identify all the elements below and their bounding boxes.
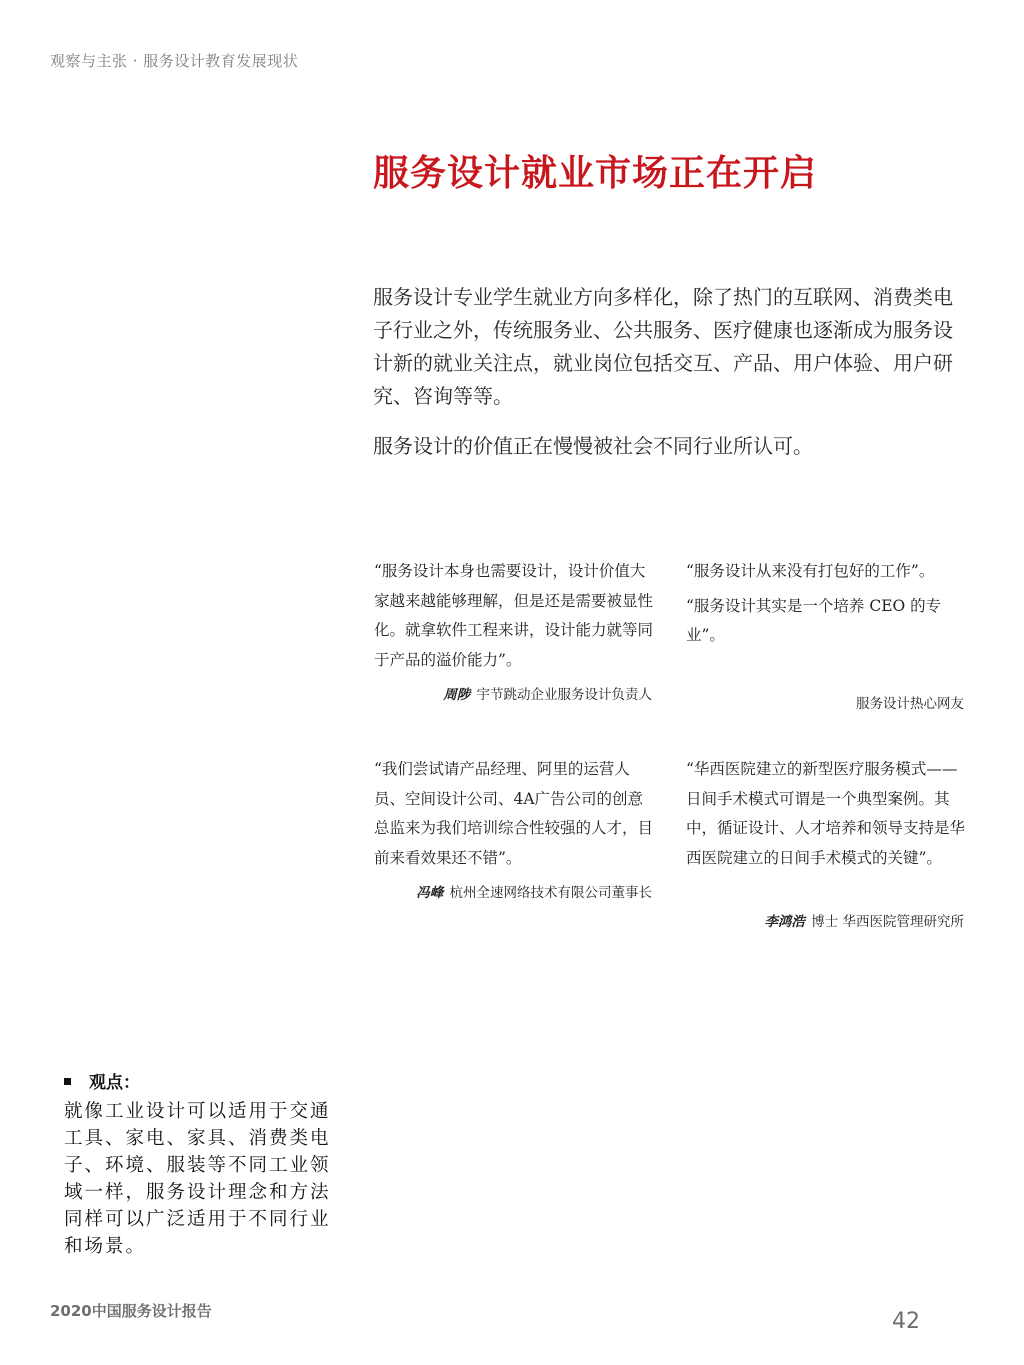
quote-author-role: 博士 华西医院管理研究所 <box>811 914 964 930</box>
intro-paragraph-1: 服务设计专业学生就业方向多样化，除了热门的互联网、消费类电子行业之外，传统服务业、公共服务、医疗健康也逐渐成为服务设计新的就业关注点，就业岗位包括交互、产品、用户体验、用户研究、咨询等等。 <box>373 285 953 408</box>
viewpoint-heading <box>64 1068 140 1093</box>
quote-author-role: 服务设计热心网友 <box>856 696 964 712</box>
quote-author-name: 冯峰 <box>416 885 444 901</box>
footer-report-title: 2020中国服务设计报告 <box>50 1302 212 1320</box>
square-bullet-icon <box>64 1078 71 1085</box>
quote-attribution-3 <box>374 881 652 901</box>
quote-author-name: 周陟 <box>443 687 471 703</box>
quote-text: “服务设计从来没有打包好的工作”。 <box>686 562 935 580</box>
breadcrumb: 观察与主张 · 服务设计教育发展现状 <box>50 52 299 70</box>
page-title: 服务设计就业市场正在开启 <box>373 153 818 194</box>
quote-attribution-1 <box>374 683 652 703</box>
quote-attribution-2 <box>686 692 964 712</box>
quote-block-1 <box>374 557 654 675</box>
viewpoint-text: 就像工业设计可以适用于交通工具、家电、家具、消费类电子、环境、服装等不同工业领域一样，服务设计理念和方法同样可以广泛适用于不同行业和场景。 <box>64 1101 331 1257</box>
quote-text: “服务设计其实是一个培养 CEO 的专业”。 <box>686 596 942 644</box>
quote-attribution-4 <box>686 910 964 930</box>
quote-author-name: 李鸿浩 <box>764 914 805 930</box>
quote-block-4 <box>686 755 966 873</box>
quote-author-role: 宇节跳动企业服务设计负责人 <box>476 687 652 703</box>
quote-block-2 <box>686 557 966 651</box>
intro-section <box>373 281 963 463</box>
intro-paragraph-2: 服务设计的价值正在慢慢被社会不同行业所认可。 <box>373 434 813 458</box>
quote-text: “服务设计本身也需要设计，设计价值大家越来越能够理解，但是还是需要被显性化。就拿软件工程来讲，设计能力就等同于产品的溢价能力”。 <box>374 562 654 669</box>
quote-text: “华西医院建立的新型医疗服务模式——日间手术模式可谓是一个典型案例。其中，循证设计、人才培养和领导支持是华西医院建立的日间手术模式的关键”。 <box>686 760 966 867</box>
quote-block-3 <box>374 755 654 873</box>
quote-author-role: 杭州全速网络技术有限公司董事长 <box>449 885 652 901</box>
quote-text: “我们尝试请产品经理、阿里的运营人员、空间设计公司、4A广告公司的创意总监来为我们培训综合性较强的人才，目前来看效果还不错”。 <box>374 760 654 867</box>
viewpoint-heading-label: 观点： <box>89 1073 140 1093</box>
page-number: 42 <box>892 1309 920 1334</box>
